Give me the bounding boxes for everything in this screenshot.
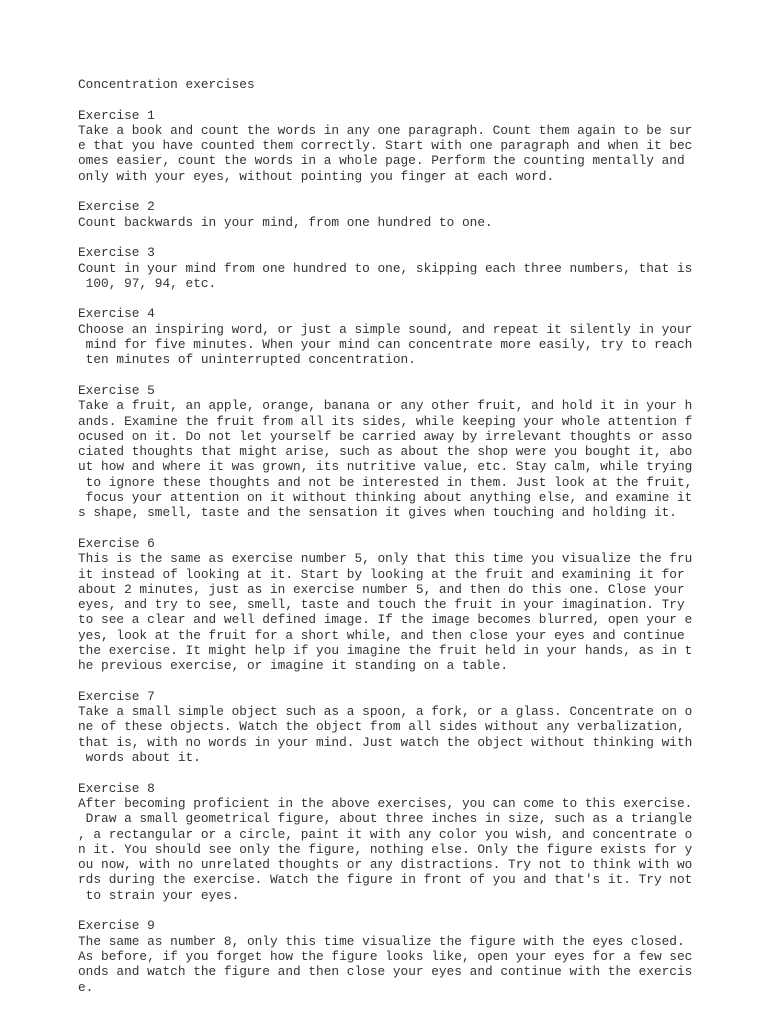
exercise-text-line: As before, if you forget how the figure looks like, open your eyes for a few sec (78, 948, 693, 964)
exercise-text-line: Count backwards in your mind, from one hundred to one. (78, 214, 493, 230)
exercise-section (78, 781, 718, 903)
exercise-text-line: Draw a small geometrical figure, about three inches in size, such as a triangle (78, 811, 693, 827)
exercise-section (78, 918, 718, 994)
exercise-text-line: n it. You should see only the figure, nothing else. Only the figure exists for y (78, 841, 693, 857)
exercise-text-line: ut how and where it was grown, its nutritive value, etc. Stay calm, while trying (78, 459, 693, 475)
exercise-text-line: s shape, smell, taste and the sensation it gives when touching and holding it. (78, 505, 677, 521)
section-spacer (78, 368, 718, 383)
exercise-text-line: Take a fruit, an apple, orange, banana or any other fruit, and hold it in your h (78, 398, 693, 414)
section-spacer (78, 521, 718, 536)
document-page (78, 77, 718, 995)
exercise-text-line: rds during the exercise. Watch the figure in front of you and that's it. Try not (78, 872, 693, 888)
exercise-text-line: This is the same as exercise number 5, only that this time you visualize the fru (78, 551, 693, 567)
section-spacer (78, 184, 718, 199)
exercise-heading: Exercise 4 (78, 306, 155, 322)
exercise-text-line: to see a clear and well defined image. If the image becomes blurred, open your e (78, 612, 693, 628)
document-body (78, 92, 718, 995)
exercise-text-line: he previous exercise, or imagine it standing on a table. (78, 658, 509, 674)
exercise-section (78, 199, 718, 230)
exercise-text-line: 100, 97, 94, etc. (78, 275, 217, 291)
exercise-text-line: After becoming proficient in the above exercises, you can come to this exercise. (78, 795, 693, 811)
exercise-heading: Exercise 2 (78, 199, 155, 215)
section-spacer (78, 230, 718, 245)
exercise-text-line: focus your attention on it without thinking about anything else, and examine it (78, 490, 693, 506)
exercise-text-line: ne of these objects. Watch the object from all sides without any verbalization, (78, 719, 685, 735)
section-spacer (78, 674, 718, 689)
exercise-section (78, 536, 718, 674)
exercise-heading: Exercise 9 (78, 918, 155, 934)
exercise-text-line: ciated thoughts that might arise, such as about the shop were you bought it, abo (78, 444, 693, 460)
exercise-text-line: , a rectangular or a circle, paint it with any color you wish, and concentrate o (78, 826, 693, 842)
exercise-text-line: ands. Examine the fruit from all its sides, while keeping your whole attention f (78, 413, 693, 429)
exercise-text-line: Count in your mind from one hundred to one, skipping each three numbers, that is (78, 260, 693, 276)
exercise-text-line: omes easier, count the words in a whole page. Perform the counting mentally and (78, 153, 685, 169)
exercise-text-line: eyes, and try to see, smell, taste and touch the fruit in your imagination. Try (78, 597, 685, 613)
exercise-heading: Exercise 7 (78, 688, 155, 704)
exercise-heading: Exercise 1 (78, 107, 155, 123)
exercise-section (78, 245, 718, 291)
exercise-text-line: the exercise. It might help if you imagine the fruit held in your hands, as in t (78, 642, 693, 658)
section-spacer (78, 765, 718, 780)
exercise-text-line: ou now, with no unrelated thoughts or any distractions. Try not to think with wo (78, 857, 693, 873)
exercise-text-line: Choose an inspiring word, or just a simple sound, and repeat it silently in your (78, 321, 693, 337)
exercise-text-line: it instead of looking at it. Start by looking at the fruit and examining it for (78, 566, 685, 582)
exercise-heading: Exercise 6 (78, 535, 155, 551)
exercise-text-line: Take a book and count the words in any one paragraph. Count them again to be sur (78, 122, 693, 138)
exercise-text-line: e that you have counted them correctly. Start with one paragraph and when it bec (78, 138, 693, 154)
exercise-heading: Exercise 3 (78, 245, 155, 261)
exercise-text-line: onds and watch the figure and then close your eyes and continue with the exercis (78, 964, 693, 980)
exercise-text-line: The same as number 8, only this time visualize the figure with the eyes closed. (78, 933, 685, 949)
exercise-text-line: e. (78, 979, 94, 995)
exercise-text-line: ocused on it. Do not let yourself be carried away by irrelevant thoughts or asso (78, 428, 693, 444)
exercise-text-line: to strain your eyes. (78, 887, 240, 903)
exercise-section (78, 108, 718, 184)
exercise-heading: Exercise 5 (78, 382, 155, 398)
exercise-text-line: that is, with no words in your mind. Just watch the object without thinking with (78, 734, 693, 750)
exercise-section (78, 689, 718, 765)
section-spacer (78, 92, 718, 107)
exercise-text-line: to ignore these thoughts and not be interested in them. Just look at the fruit, (78, 474, 693, 490)
exercise-text-line: Take a small simple object such as a spoon, a fork, or a glass. Concentrate on o (78, 704, 693, 720)
exercise-text-line: yes, look at the fruit for a short while, and then close your eyes and continue (78, 627, 685, 643)
exercise-heading: Exercise 8 (78, 780, 155, 796)
exercise-text-line: words about it. (78, 750, 201, 766)
exercise-section (78, 383, 718, 521)
exercise-text-line: mind for five minutes. When your mind can concentrate more easily, try to reach (78, 337, 693, 353)
section-spacer (78, 291, 718, 306)
exercise-text-line: only with your eyes, without pointing you finger at each word. (78, 168, 555, 184)
exercise-text-line: ten minutes of uninterrupted concentration. (78, 352, 416, 368)
section-spacer (78, 903, 718, 918)
exercise-section (78, 306, 718, 367)
exercise-text-line: about 2 minutes, just as in exercise number 5, and then do this one. Close your (78, 581, 685, 597)
document-title: Concentration exercises (78, 77, 255, 92)
